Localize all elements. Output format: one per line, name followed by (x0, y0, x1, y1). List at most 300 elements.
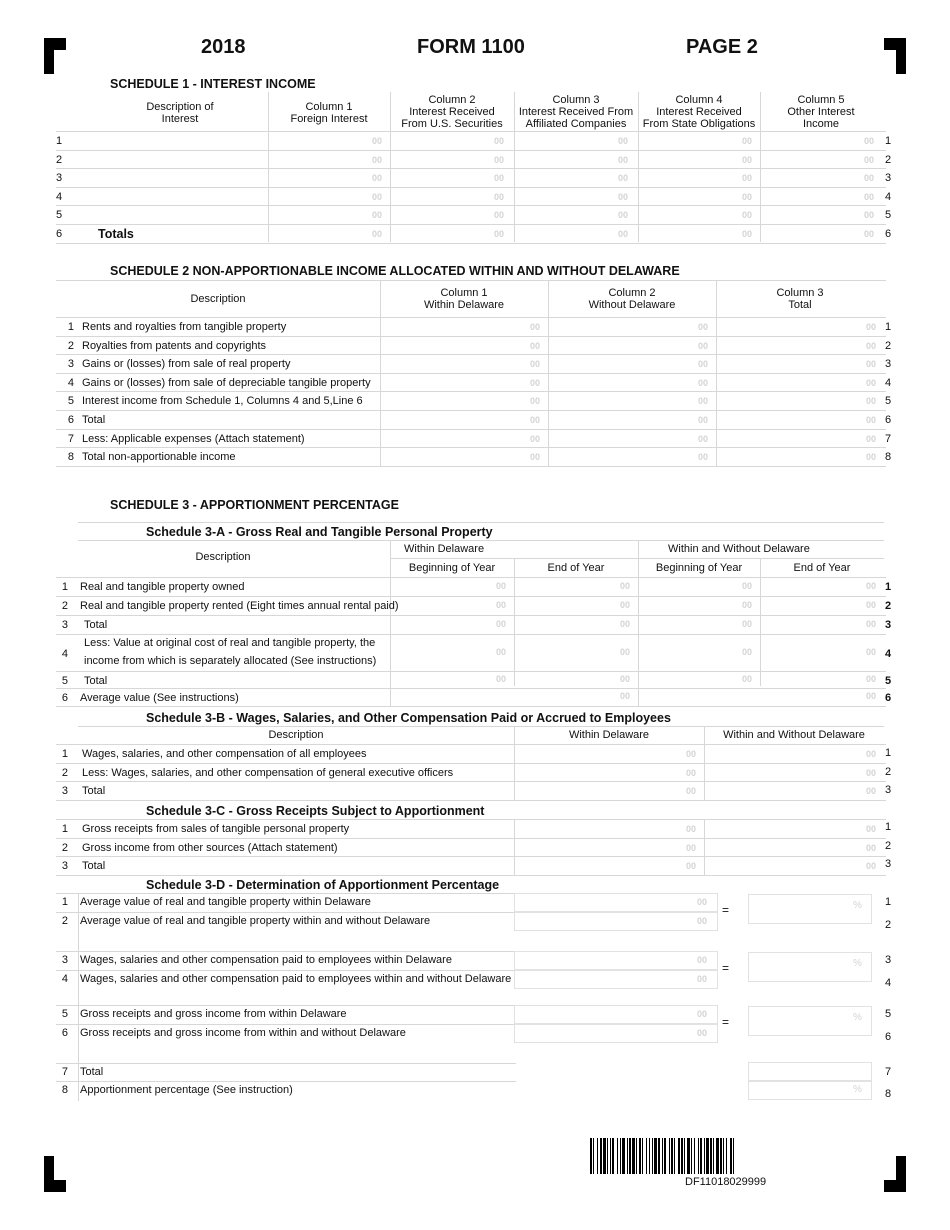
schedule-1-line-number: 3 (56, 172, 63, 185)
schedule-3c-bottom-line (56, 875, 886, 876)
schedule-2-right-line-number: 6 (885, 414, 892, 426)
schedule-1-col-header-2: Column 2 Interest Received From U.S. Securities (401, 94, 503, 130)
schedule-3d-line-number: 3 (61, 954, 68, 966)
schedule-1-line-2-description-input[interactable] (93, 151, 267, 168)
schedule-3a-line-2-col-2-input[interactable] (515, 597, 637, 614)
schedule-3d-cents: 00 (697, 897, 708, 907)
schedule-3a-line-number: 3 (61, 619, 68, 631)
schedule-3a-line-label-continued: income from which is separately allocated (See instructions) (84, 655, 377, 667)
schedule-3d-line-label: Gross receipts and gross income from within and without Delaware (80, 1027, 406, 1039)
schedule-2-line-4-col-2-input[interactable] (549, 374, 715, 391)
schedule-1-cents: 00 (494, 173, 505, 184)
form-title: FORM 1100 (417, 36, 525, 58)
schedule-3b-within-header: Within Delaware (568, 729, 650, 741)
schedule-2-line-6-col-3-input[interactable] (717, 411, 883, 428)
schedule-3d-line-number: 2 (61, 915, 68, 927)
schedule-2-line-1-col-3-input[interactable] (717, 318, 883, 335)
schedule-3a-within-header: Within Delaware (404, 543, 485, 555)
schedule-2-line-number: 6 (67, 414, 74, 426)
schedule-1-right-line-number: 6 (885, 228, 892, 240)
schedule-3a-line-5-col-4-input[interactable] (761, 672, 883, 687)
schedule-3c-right-line-number: 3 (885, 858, 892, 871)
schedule-3b-bottom-line (56, 800, 886, 801)
schedule-3c-line-label: Total (82, 860, 106, 873)
schedule-2-right-line-number: 5 (885, 395, 892, 408)
schedule-1-col-header-5: Column 5 Other Interest Income (787, 94, 855, 130)
schedule-3d-right-line-number: 2 (885, 919, 892, 931)
schedule-2-cents: 00 (530, 415, 541, 425)
schedule-2-line-label: Rents and royalties from tangible property (82, 321, 287, 333)
schedule-3d-row-line (56, 970, 516, 971)
schedule-3a-line-1-col-2-input[interactable] (515, 578, 637, 595)
schedule-2-line-7-col-3-input[interactable] (717, 430, 883, 447)
schedule-1-cents: 00 (742, 173, 753, 184)
schedule-3b-description-header: Description (268, 729, 324, 741)
schedule-1-line-number: 5 (56, 209, 63, 222)
schedule-3d-cents: 00 (697, 1009, 708, 1019)
schedule-2-right-line-number: 8 (885, 451, 892, 464)
schedule-3a-right-line-number: 6 (885, 692, 892, 704)
schedule-1-cents: 00 (618, 136, 629, 146)
schedule-3a-cents: 00 (866, 646, 877, 657)
schedule-1-cents: 00 (742, 191, 753, 202)
schedule-3d-line-number: 7 (61, 1066, 68, 1078)
schedule-3c-line-2-col-1-input[interactable] (515, 839, 703, 855)
schedule-1-cents: 00 (742, 136, 753, 146)
schedule-3d-line-4-input[interactable] (514, 970, 718, 989)
schedule-3a-within-without-header: Within and Without Delaware (668, 543, 810, 555)
schedule-3a-cents: 00 (496, 618, 507, 629)
schedule-3d-equals-sign: = (722, 903, 730, 917)
schedule-2-cents: 00 (866, 452, 877, 463)
schedule-3a-description-header: Description (195, 551, 251, 563)
schedule-3b-line-label: Less: Wages, salaries, and other compensation of general executive officers (82, 766, 454, 779)
schedule-1-line-number: 1 (56, 135, 63, 147)
schedule-3a-cents: 00 (620, 580, 631, 591)
schedule-3b-line-3-col-1-input[interactable] (515, 782, 703, 798)
schedule-3b-right-line-number: 3 (885, 784, 892, 797)
schedule-1-cents: 00 (372, 173, 383, 184)
schedule-3a-right-line-number: 5 (885, 675, 892, 687)
schedule-3c-line-1-col-1-input[interactable] (515, 820, 703, 836)
schedule-3d-cents: 00 (697, 974, 708, 984)
schedule-3d-line-3-input[interactable] (514, 951, 718, 970)
schedule-2-line-label: Total (82, 414, 106, 426)
schedule-3c-cents: 00 (686, 861, 697, 872)
schedule-2-line-2-col-1-input[interactable] (381, 337, 547, 354)
schedule-2-cents: 00 (530, 340, 541, 351)
schedule-2-line-8-col-3-input[interactable] (717, 448, 883, 465)
schedule-3c-line-3-col-2-input[interactable] (705, 857, 883, 873)
schedule-3a-line-number: 4 (61, 648, 68, 660)
registration-mark-top-right-stem (896, 38, 906, 74)
schedule-2-right-line-number: 4 (885, 376, 892, 389)
schedule-3a-subheader-3: End of Year (793, 562, 851, 574)
schedule-2-line-5-col-1-input[interactable] (381, 392, 547, 409)
schedule-3a-line-6-col-1-input[interactable] (391, 689, 637, 705)
schedule-3a-line-5-col-3-input[interactable] (639, 672, 759, 687)
schedule-3d-row-line (56, 1063, 516, 1064)
schedule-3d-row-line (56, 893, 516, 894)
schedule-3a-line-6-col-2-input[interactable] (639, 689, 883, 705)
schedule-2-cents: 00 (698, 452, 709, 463)
schedule-3c-cents: 00 (686, 842, 697, 853)
schedule-3a-line-5-col-1-input[interactable] (391, 672, 513, 687)
schedule-3b-line-number: 1 (61, 748, 68, 760)
schedule-3d-line-number: 6 (61, 1027, 68, 1039)
schedule-1-cents: 00 (864, 210, 875, 221)
schedule-1-cents: 00 (618, 191, 629, 202)
schedule-1-right-line-number: 4 (885, 190, 892, 203)
schedule-3a-cents: 00 (866, 618, 877, 629)
schedule-3a-cents: 00 (742, 646, 753, 657)
schedule-3d-line-label: Total (80, 1066, 104, 1078)
schedule-3c-title: Schedule 3-C - Gross Receipts Subject to Apportionment (146, 804, 485, 818)
schedule-3b-cents: 00 (686, 786, 697, 797)
schedule-3d-right-line-number: 1 (885, 896, 892, 908)
schedule-3a-line-3-col-3-input[interactable] (639, 616, 759, 633)
schedule-3a-line-1-col-4-input[interactable] (761, 578, 883, 595)
schedule-1-line-number: 4 (56, 190, 63, 203)
schedule-3-title: SCHEDULE 3 - APPORTIONMENT PERCENTAGE (110, 498, 399, 512)
schedule-3c-cents: 00 (866, 861, 877, 872)
schedule-3a-cents: 00 (620, 691, 631, 701)
schedule-3a-line-3-col-2-input[interactable] (515, 616, 637, 633)
schedule-3d-equals-sign: = (722, 961, 730, 975)
schedule-3d-line-1-input[interactable] (514, 893, 718, 912)
schedule-2-cents: 00 (530, 377, 541, 388)
schedule-2-line-label: Royalties from patents and copyrights (82, 339, 267, 352)
schedule-2-cents: 00 (698, 359, 709, 370)
schedule-3d-line-2-input[interactable] (514, 912, 718, 931)
schedule-3d-right-line-number: 7 (885, 1066, 892, 1078)
schedule-3a-cents: 00 (496, 599, 507, 610)
schedule-2-line-5-col-3-input[interactable] (717, 392, 883, 409)
schedule-2-line-3-col-1-input[interactable] (381, 355, 547, 372)
schedule-3a-line-4-col-3-input[interactable] (639, 635, 759, 670)
schedule-2-cents: 00 (698, 322, 709, 332)
schedule-2-title: SCHEDULE 2 NON-APPORTIONABLE INCOME ALLOCATED WITHIN AND WITHOUT DELAWARE (110, 264, 680, 278)
schedule-2-line-2-col-3-input[interactable] (717, 337, 883, 354)
schedule-3a-cents: 00 (866, 580, 877, 591)
schedule-3a-line-number: 6 (61, 692, 68, 704)
schedule-3a-line-3-col-1-input[interactable] (391, 616, 513, 633)
schedule-2-cents: 00 (530, 322, 541, 332)
schedule-3b-line-2-col-1-input[interactable] (515, 764, 703, 780)
schedule-2-cents: 00 (698, 415, 709, 425)
schedule-2-line-6-col-2-input[interactable] (549, 411, 715, 428)
schedule-2-line-number: 2 (67, 339, 74, 352)
schedule-2-cents: 00 (866, 396, 877, 407)
schedule-1-col-header-0: Description of Interest (146, 101, 214, 125)
schedule-1-cents: 00 (742, 229, 753, 239)
schedule-3d-line-number: 4 (61, 973, 68, 985)
schedule-3a-cents: 00 (866, 599, 877, 610)
schedule-2-line-number: 4 (67, 376, 74, 389)
schedule-3a-cents: 00 (620, 618, 631, 629)
schedule-3b-right-line-number: 2 (885, 765, 892, 778)
schedule-3d-row-line (56, 1005, 516, 1006)
schedule-3d-line-label: Average value of real and tangible property within and without Delaware (80, 915, 431, 927)
schedule-3a-cents: 00 (620, 646, 631, 657)
schedule-3a-cents: 00 (496, 646, 507, 657)
schedule-2-cents: 00 (866, 322, 877, 332)
schedule-1-title: SCHEDULE 1 - INTEREST INCOME (110, 77, 316, 91)
schedule-3a-line-number: 2 (61, 600, 68, 612)
schedule-1-cents: 00 (494, 136, 505, 146)
schedule-3a-line-label: Real and tangible property rented (Eight times annual rental paid) (80, 600, 399, 612)
schedule-3d-right-line-number: 6 (885, 1031, 892, 1043)
schedule-2-cents: 00 (530, 433, 541, 444)
schedule-3d-line-label: Apportionment percentage (See instruction) (80, 1084, 293, 1096)
schedule-3a-cents: 00 (742, 673, 753, 684)
schedule-2-line-5-col-2-input[interactable] (549, 392, 715, 409)
schedule-2-line-1-col-1-input[interactable] (381, 318, 547, 335)
schedule-3b-line-label: Total (82, 785, 106, 798)
form-year: 2018 (201, 36, 246, 58)
schedule-3d-right-line-number: 5 (885, 1008, 892, 1020)
schedule-2-col-header-0: Description (190, 293, 246, 305)
schedule-3d-equals-sign: = (722, 1015, 730, 1029)
schedule-3c-line-label: Gross receipts from sales of tangible personal property (82, 823, 350, 835)
schedule-1-right-line-number: 5 (885, 209, 892, 222)
schedule-3a-cents: 00 (866, 691, 877, 701)
schedule-3a-subheader-2: Beginning of Year (655, 562, 743, 574)
schedule-3c-right-line-number: 2 (885, 839, 892, 852)
schedule-2-line-4-col-3-input[interactable] (717, 374, 883, 391)
schedule-1-cents: 00 (742, 210, 753, 221)
schedule-3d-row-line (56, 912, 516, 913)
schedule-2-line-label: Interest income from Schedule 1, Columns 4 and 5,Line 6 (82, 395, 363, 408)
schedule-3a-title: Schedule 3-A - Gross Real and Tangible Personal Property (146, 525, 493, 539)
schedule-1-right-line-number: 3 (885, 172, 892, 185)
schedule-2-line-number: 3 (67, 358, 74, 371)
schedule-3a-line-5-col-2-input[interactable] (515, 672, 637, 687)
schedule-1-line-number: 2 (56, 153, 63, 166)
schedule-3c-line-number: 1 (61, 823, 68, 835)
schedule-1-cents: 00 (372, 154, 383, 165)
schedule-2-line-number: 8 (67, 451, 74, 464)
schedule-3d-row-line (56, 1024, 516, 1025)
schedule-3a-cents: 00 (742, 618, 753, 629)
schedule-3d-percent-sign: % (853, 1084, 862, 1095)
schedule-3a-cents: 00 (742, 599, 753, 610)
schedule-3b-within-without-header: Within and Without Delaware (723, 729, 865, 741)
schedule-1-cents: 00 (864, 136, 875, 146)
schedule-3d-number-divider (78, 893, 79, 1101)
schedule-1-cents: 00 (864, 154, 875, 165)
schedule-1-cents: 00 (618, 173, 629, 184)
schedule-3b-header-line (78, 726, 884, 727)
schedule-1-cents: 00 (742, 154, 753, 165)
schedule-2-line-7-col-1-input[interactable] (381, 430, 547, 447)
schedule-3a-line-label: Average value (See instructions) (80, 692, 239, 704)
schedule-3d-row-line (56, 951, 516, 952)
schedule-3c-line-3-col-1-input[interactable] (515, 857, 703, 873)
schedule-2-cents: 00 (698, 377, 709, 388)
schedule-2-line-number: 7 (67, 432, 74, 445)
schedule-3d-percent-sign: % (853, 1012, 862, 1023)
schedule-3d-percent-sign: % (853, 958, 862, 969)
schedule-3a-line-4-col-4-input[interactable] (761, 635, 883, 670)
schedule-3a-line-2-col-3-input[interactable] (639, 597, 759, 614)
schedule-1-cents: 00 (864, 229, 875, 239)
schedule-1-cents: 00 (618, 210, 629, 221)
schedule-3a-cents: 00 (866, 673, 877, 684)
schedule-3a-line-2-col-4-input[interactable] (761, 597, 883, 614)
schedule-3c-line-label: Gross income from other sources (Attach statement) (82, 841, 338, 854)
schedule-3b-right-line-number: 1 (885, 747, 892, 759)
schedule-2-line-number: 5 (67, 395, 74, 408)
schedule-3d-right-line-number: 8 (885, 1088, 892, 1100)
schedule-3d-line-number: 8 (61, 1084, 68, 1096)
schedule-1-cents: 00 (864, 191, 875, 202)
schedule-3b-title: Schedule 3-B - Wages, Salaries, and Other Compensation Paid or Accrued to Employees (146, 711, 671, 725)
schedule-3b-cents: 00 (686, 767, 697, 778)
schedule-3b-cents: 00 (866, 749, 877, 759)
schedule-3a-line-1-col-1-input[interactable] (391, 578, 513, 595)
schedule-2-line-number: 1 (67, 321, 74, 333)
schedule-3a-cents: 00 (742, 580, 753, 591)
schedule-1-row-line (56, 243, 886, 244)
schedule-3a-line-number: 5 (61, 675, 68, 687)
schedule-3a-right-line-number: 1 (885, 581, 892, 593)
schedule-2-cents: 00 (530, 396, 541, 407)
schedule-3c-line-2-col-2-input[interactable] (705, 839, 883, 855)
schedule-3b-line-label: Wages, salaries, and other compensation of all employees (82, 748, 367, 760)
schedule-2-line-2-col-2-input[interactable] (549, 337, 715, 354)
schedule-2-cents: 00 (866, 359, 877, 370)
schedule-2-cents: 00 (530, 359, 541, 370)
schedule-1-line-4-description-input[interactable] (93, 188, 267, 205)
schedule-1-cents: 00 (494, 210, 505, 221)
schedule-3d-right-line-number: 3 (885, 954, 892, 966)
schedule-3a-cents: 00 (496, 580, 507, 591)
schedule-3d-percent-sign: % (853, 900, 862, 911)
schedule-2-line-8-col-1-input[interactable] (381, 448, 547, 465)
schedule-2-line-3-col-3-input[interactable] (717, 355, 883, 372)
schedule-1-cents: 00 (864, 173, 875, 184)
schedule-3d-right-line-number: 4 (885, 977, 892, 989)
schedule-3b-cents: 00 (866, 767, 877, 778)
schedule-2-col-header-3: Column 3 Total (776, 287, 824, 311)
schedule-1-cents: 00 (618, 229, 629, 239)
schedule-2-line-4-col-1-input[interactable] (381, 374, 547, 391)
schedule-3a-line-4-col-1-input[interactable] (391, 635, 513, 670)
schedule-3d-line-6-input[interactable] (514, 1024, 718, 1043)
schedule-1-line-1-description-input[interactable] (93, 132, 267, 149)
schedule-3d-row-line (56, 1081, 516, 1082)
schedule-3a-subheader-1: End of Year (547, 562, 605, 574)
schedule-3b-line-number: 2 (61, 766, 68, 779)
schedule-3b-line-3-col-2-input[interactable] (705, 782, 883, 798)
schedule-3b-line-1-col-1-input[interactable] (515, 745, 703, 761)
schedule-1-right-line-number: 1 (885, 135, 892, 147)
registration-mark-top-left-stem (44, 38, 54, 74)
schedule-3a-line-4-col-2-input[interactable] (515, 635, 637, 670)
schedule-3a-cents: 00 (496, 673, 507, 684)
schedule-2-line-label: Gains or (losses) from sale of depreciable tangible property (82, 376, 371, 389)
schedule-3b-line-1-col-2-input[interactable] (705, 745, 883, 761)
schedule-2-col-header-1: Column 1 Within Delaware (423, 287, 505, 311)
schedule-3d-cents: 00 (697, 1028, 708, 1038)
schedule-2-cents: 00 (530, 452, 541, 463)
schedule-3a-right-line-number: 2 (885, 600, 892, 612)
schedule-3a-line-label: Total (84, 675, 108, 687)
schedule-3a-line-label: Total (84, 619, 108, 631)
schedule-1-cents: 00 (618, 154, 629, 165)
schedule-3a-cents: 00 (620, 599, 631, 610)
barcode (590, 1138, 858, 1174)
schedule-3d-title: Schedule 3-D - Determination of Apportionment Percentage (146, 878, 500, 892)
schedule-1-cents: 00 (372, 210, 383, 221)
schedule-3d-line-label: Average value of real and tangible property within Delaware (80, 896, 371, 908)
schedule-1-cents: 00 (372, 191, 383, 202)
schedule-2-top-line (56, 280, 886, 281)
schedule-3c-right-line-number: 1 (885, 821, 892, 833)
registration-mark-bottom-right-stem (896, 1156, 906, 1192)
schedule-1-line-5-description-input[interactable] (93, 206, 267, 223)
schedule-3a-line-2-col-1-input[interactable] (391, 597, 513, 614)
schedule-3a-bottom-line (56, 706, 886, 707)
schedule-3b-cents: 00 (866, 786, 877, 797)
schedule-2-cents: 00 (866, 377, 877, 388)
schedule-1-totals-label: Totals (98, 227, 134, 241)
schedule-3b-line-number: 3 (61, 785, 68, 798)
schedule-2-right-line-number: 3 (885, 358, 892, 371)
schedule-1-cents: 00 (494, 229, 505, 239)
schedule-3a-line-1-col-3-input[interactable] (639, 578, 759, 595)
schedule-3a-line-number: 1 (61, 581, 68, 593)
schedule-1-line-number: 6 (56, 228, 63, 240)
schedule-2-line-8-col-2-input[interactable] (549, 448, 715, 465)
schedule-2-cents: 00 (866, 340, 877, 351)
schedule-3a-subheader-line (390, 558, 884, 559)
schedule-2-line-1-col-2-input[interactable] (549, 318, 715, 335)
schedule-3d-line-5-input[interactable] (514, 1005, 718, 1024)
schedule-3a-right-line-number: 3 (885, 619, 892, 631)
schedule-3b-line-2-col-2-input[interactable] (705, 764, 883, 780)
schedule-2-line-7-col-2-input[interactable] (549, 430, 715, 447)
schedule-3a-line-label: Less: Value at original cost of real and tangible property, the (84, 637, 376, 649)
schedule-1-line-3-description-input[interactable] (93, 169, 267, 186)
barcode-bar (734, 1138, 736, 1174)
schedule-2-line-label: Total non-apportionable income (82, 451, 236, 464)
schedule-3d-line-number: 1 (61, 896, 68, 908)
schedule-2-cents: 00 (698, 396, 709, 407)
schedule-2-line-6-col-1-input[interactable] (381, 411, 547, 428)
schedule-2-line-3-col-2-input[interactable] (549, 355, 715, 372)
schedule-3c-cents: 00 (866, 824, 877, 834)
schedule-2-cents: 00 (698, 340, 709, 351)
schedule-3c-line-1-col-2-input[interactable] (705, 820, 883, 836)
schedule-3a-line-label: Real and tangible property owned (80, 581, 245, 593)
schedule-3c-line-number: 3 (61, 860, 68, 873)
schedule-1-col-header-3: Column 3 Interest Received From Affiliated Companies (518, 94, 634, 130)
schedule-1-cents: 00 (494, 154, 505, 165)
schedule-3d-line-label: Gross receipts and gross income from within Delaware (80, 1008, 347, 1020)
registration-mark-bottom-left-stem (44, 1156, 54, 1192)
schedule-2-line-label: Gains or (losses) from sale of real property (82, 358, 291, 371)
schedule-1-cents: 00 (494, 191, 505, 202)
schedule-3a-line-3-col-4-input[interactable] (761, 616, 883, 633)
schedule-2-cents: 00 (866, 433, 877, 444)
schedule-2-col-header-2: Column 2 Without Delaware (588, 287, 676, 311)
schedule-2-cents: 00 (866, 415, 877, 425)
schedule-2-right-line-number: 2 (885, 339, 892, 352)
schedule-3a-cents: 00 (620, 673, 631, 684)
schedule-3d-total-input[interactable] (748, 1062, 872, 1081)
